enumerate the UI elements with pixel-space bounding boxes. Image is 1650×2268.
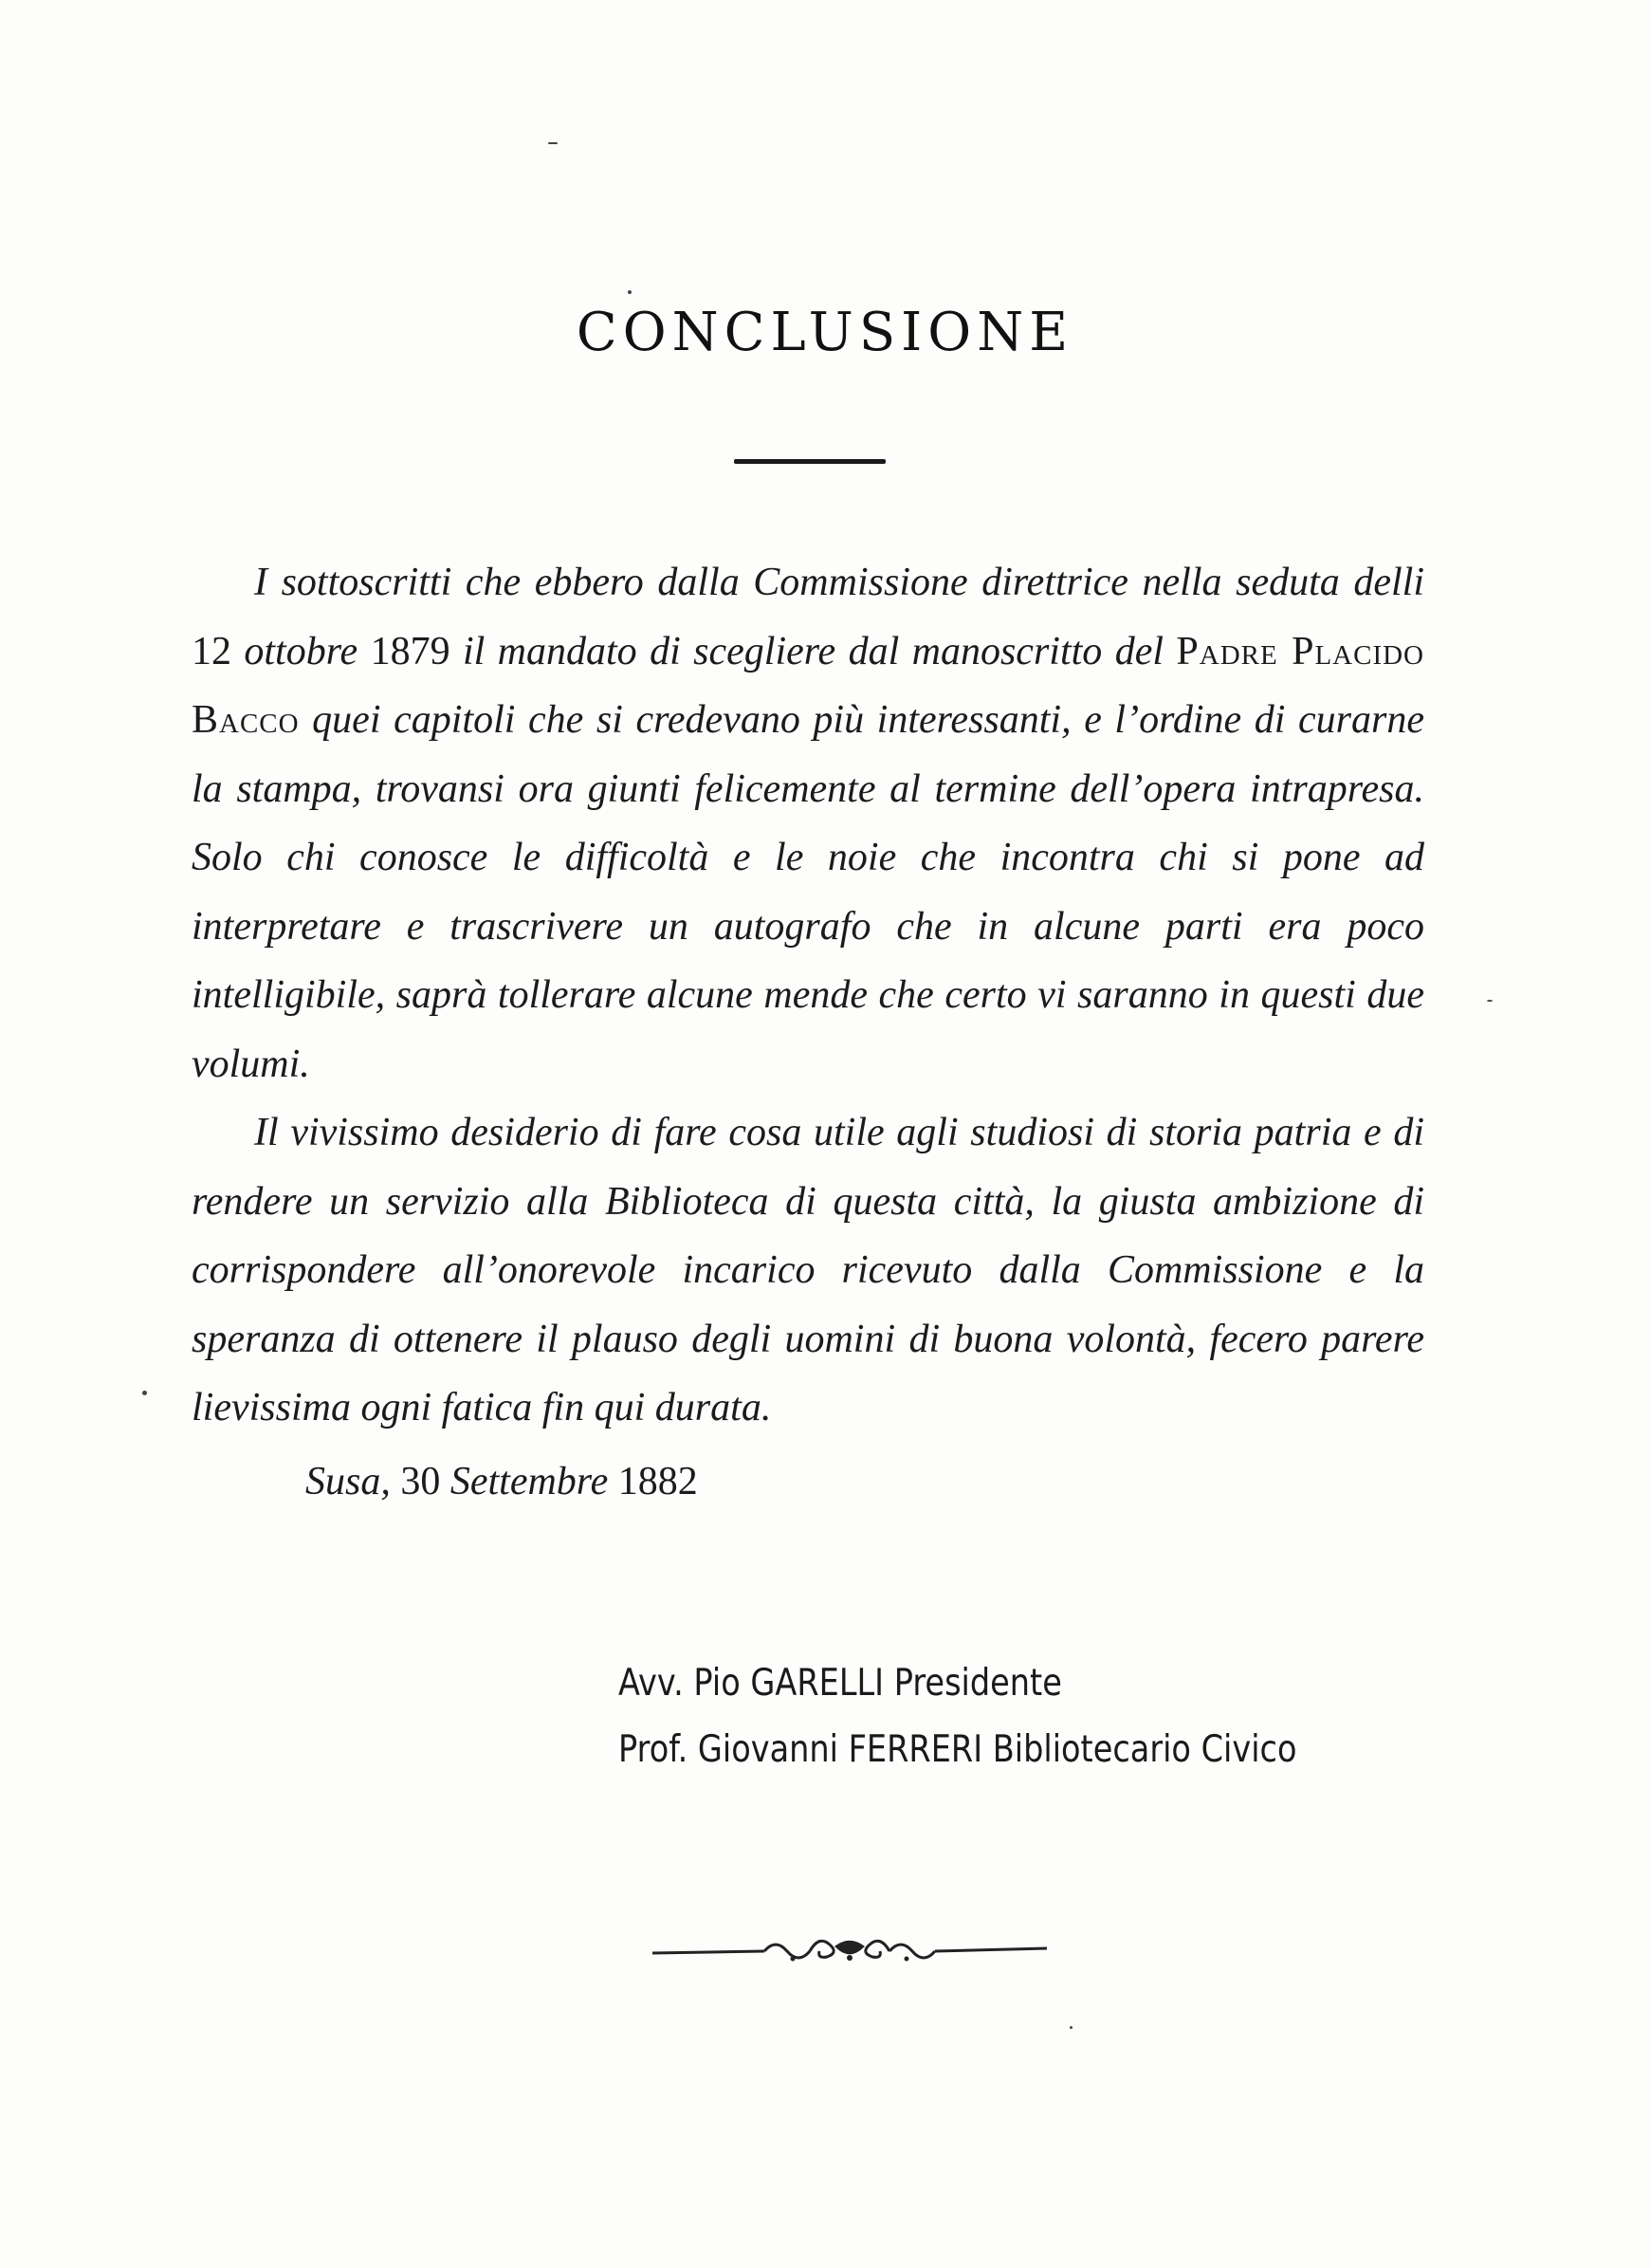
signature-librarian: Prof. Giovanni FERRERI Bibliotecario Civico	[618, 1728, 1297, 1771]
dateline-place: Susa,	[305, 1460, 391, 1503]
paragraph-1-text-d: quei capitoli che si credevano più interessanti, e l’ordine di curarne la stampa, trovansi ora giunti felicemente al termine dell’opera intrapresa. Solo chi conosce le difficoltà e le noie che incontra chi si pone ad interpretare e trascrivere un autografo che in alcune parti era poco intelligibile, saprà tollerare alcune mende che certo vi saranno in questi due volumi.	[192, 698, 1424, 1086]
dateline-month: Settembre	[449, 1460, 609, 1503]
paragraph-1	[192, 548, 1424, 1098]
paragraph-2: Il vivissimo desiderio di fare cosa utile agli studiosi di storia patria e di rendere un servizio alla Biblioteca di questa città, la giusta ambizione di corrispondere all’onorevole incarico ricevuto dalla Commissione e la speranza di ottenere il plauso degli uomini di buona volontà, fecero parere lievissima ogni fatica fin qui durata.	[192, 1111, 1424, 1429]
signature-president: Avv. Pio GARELLI Presidente	[618, 1662, 1062, 1705]
paper-speck	[1487, 1000, 1493, 1002]
body-text	[192, 548, 1424, 1443]
dateline	[305, 1459, 698, 1504]
dateline-year: 1882	[617, 1460, 698, 1503]
author-name: Padre Placido Bacco	[192, 629, 1425, 742]
paper-speck	[548, 142, 558, 144]
signature-block	[618, 1650, 1296, 1783]
ornament-divider-icon	[651, 1927, 1049, 1975]
paragraph-1-text-b: ottobre	[231, 629, 371, 673]
paper-speck	[628, 290, 632, 294]
paragraph-1-text-a: I sottoscritti che ebbero dalla Commissione direttrice nella seduta delli	[254, 561, 1424, 604]
date-year-number: 1879	[370, 629, 450, 673]
paragraph-1-text-c: il mandato di scegliere dal manoscritto del	[449, 629, 1177, 673]
title-rule-divider	[734, 459, 886, 464]
dateline-day: 30	[400, 1460, 441, 1503]
paper-speck	[1070, 2026, 1072, 2029]
paper-speck	[142, 1391, 147, 1395]
page-title: CONCLUSIONE	[576, 302, 1074, 363]
date-day-number: 12	[192, 629, 231, 673]
